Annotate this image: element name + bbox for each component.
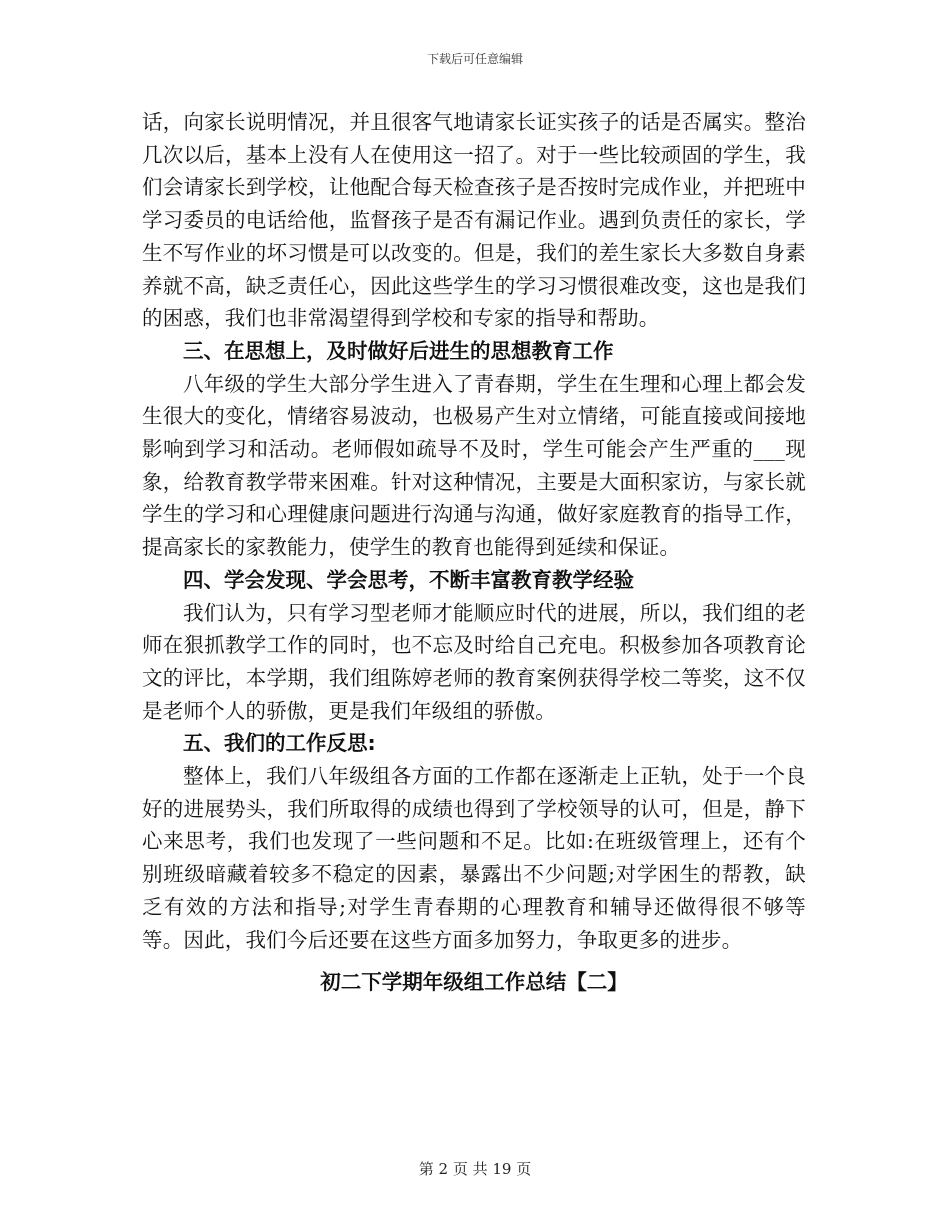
paragraph-section-4: 我们认为，只有学习型老师才能顺应时代的进展，所以，我们组的老师在狠抓教学工作的同时，也不忘及时给自己充电。积极参加各项教育论文的评比，本学期，我们组陈婷老师的教育案例获得学校二等奖，这不仅是老师个人的骄傲，更是我们年级组的骄傲。: [142, 600, 806, 723]
paragraph-section-3: 八年级的学生大部分学生进入了青春期，学生在生理和心理上都会发生很大的变化，情绪容易波动，也极易产生对立情绪，可能直接或间接地影响到学习和活动。老师假如疏导不及时，学生可能会产生严重的___现象，给教育教学带来困难。针对这种情况，主要是大面积家访，与家长就学生的学习和心理健康问题进行沟通与沟通，做好家庭教育的指导工作，提高家长的家教能力，使学生的教育也能得到延续和保证。: [142, 371, 806, 560]
page-footer: 第 2 页 共 19 页: [418, 1160, 532, 1178]
document-body: [142, 106, 806, 999]
page-header: 下载后可任意编辑: [426, 52, 523, 66]
heading-section-4: 四、学会发现、学会思考，不断丰富教育教学经验: [183, 567, 634, 592]
heading-section-5: 五、我们的工作反思:: [183, 731, 376, 756]
heading-section-3: 三、在思想上，及时做好后进生的思想教育工作: [183, 338, 614, 363]
section-title: 初二下学期年级组工作总结【二】: [320, 970, 628, 995]
paragraph-section-5: 整体上，我们八年级组各方面的工作都在逐渐走上正轨，处于一个良好的进展势头，我们所取得的成绩也得到了学校领导的认可，但是，静下心来思考，我们也发现了一些问题和不足。比如:在班级管理上，还有个别班级暗藏着较多不稳定的因素，暴露出不少问题;对学困生的帮教，缺乏有效的方法和指导;对学生青春期的心理教育和辅导还做得很不够等等。因此，我们今后还要在这些方面多加努力，争取更多的进步。: [142, 764, 806, 952]
paragraph-continued: 话，向家长说明情况，并且很客气地请家长证实孩子的话是否属实。整治几次以后，基本上没有人在使用这一招了。对于一些比较顽固的学生，我们会请家长到学校，让他配合每天检查孩子是否按时完成作业，并把班中学习委员的电话给他，监督孩子是否有漏记作业。遇到负责任的家长，学生不写作业的坏习惯是可以改变的。但是，我们的差生家长大多数自身素养就不高，缺乏责任心，因此这些学生的学习习惯很难改变，这也是我们的困惑，我们也非常渴望得到学校和专家的指导和帮助。: [142, 110, 806, 331]
